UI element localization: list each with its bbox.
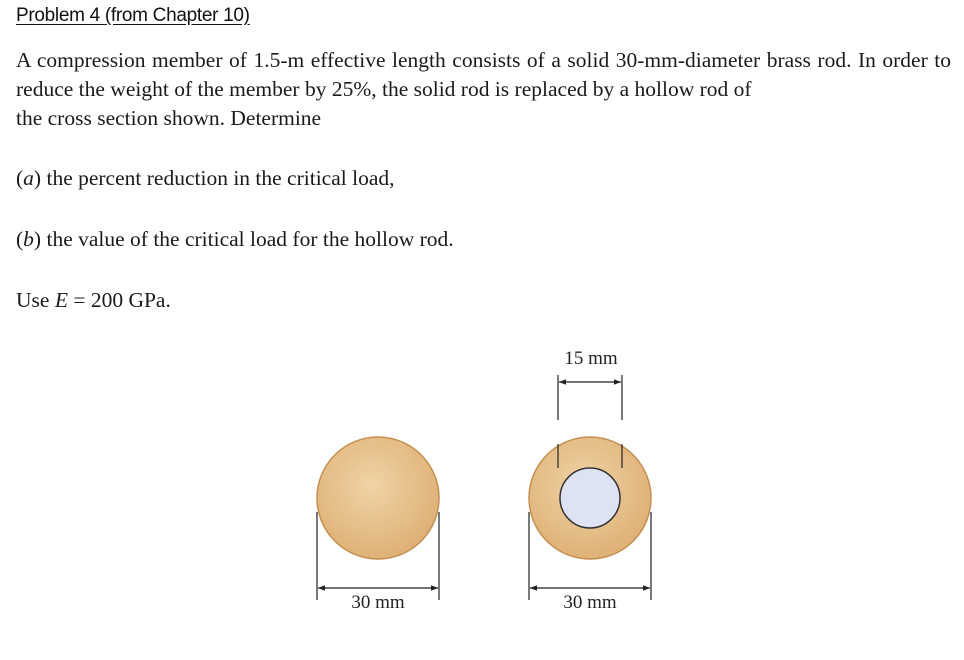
problem-statement-main: A compression member of 1.5-m effective length consists of a solid 30-mm-diameter brass rod. In order to reduce the weight of the member by 25%, the solid rod is replaced by a hollow rod of (16, 48, 951, 101)
hollow-rod-outer-diameter-label: 30 mm (563, 592, 617, 613)
part-a: (a) the percent reduction in the critical load, (16, 166, 395, 190)
solid-rod-section (317, 437, 439, 614)
problem-statement-tail: the cross section shown. Determine (16, 106, 322, 130)
part-b-text: the value of the critical load for the hollow rod. (41, 227, 454, 251)
hollow-rod-inner-circle (560, 468, 620, 528)
modulus-symbol: E (54, 288, 68, 312)
part-a-text: the percent reduction in the critical load, (41, 166, 395, 190)
problem-heading: Problem 4 (from Chapter 10) (16, 5, 250, 26)
modulus-prefix: Use (16, 288, 55, 312)
part-b: (b) the value of the critical load for the hollow rod. (16, 227, 454, 251)
hollow-rod-inner-diameter-label: 15 mm (564, 348, 618, 369)
part-a-letter: a (23, 166, 34, 190)
solid-rod-circle (317, 437, 439, 559)
solid-rod-diameter-label: 30 mm (351, 592, 405, 613)
modulus-value: = 200 GPa. (67, 288, 171, 312)
hollow-rod-section (529, 348, 651, 614)
part-b-letter: b (23, 227, 34, 251)
